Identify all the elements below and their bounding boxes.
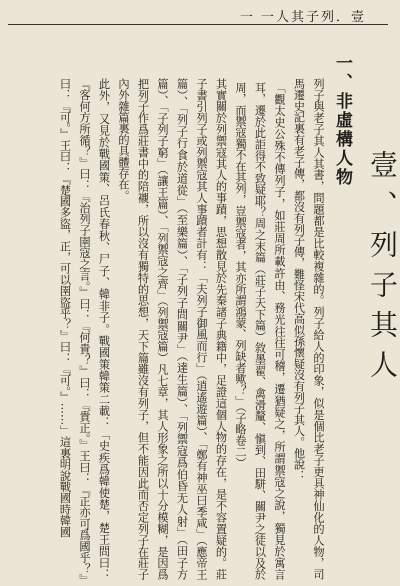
- paragraph: 此外，又見於戰國策、呂氏春秋、尸子、韓非子。戰國策韓策二載：「史疾爲韓使楚，楚王問曰：『客何方所循？』曰：『治列子圉寇之言。』曰：『何貴？』曰：『貴正。』王曰：『正亦可爲國乎？』曰：『可。』王曰：『楚國多盜，正，可以圉盜乎？』曰：『可。』……」這裏明說戰國時韓國: [58, 78, 111, 580]
- chapter-title: 壹、列子其人: [366, 150, 399, 390]
- paragraph: 列子與老子其人其書，問題都是比較複雜的。列子給人的印象，似是個比老子更具神仙化的人物，司馬遷史記裏有老子傳，都沒有列子傳，難怪宋代高似孫懷疑沒有列子其人。他說：: [292, 78, 325, 580]
- running-head-title: 一人其子列．壹: [260, 9, 366, 25]
- block-quote: 「觀太史公殊不傳列子，如莊周所載許由、務光往往可稽，遷猶疑之，所謂禦寇之說，獨見於寓言耳，遷於此詎得不致疑耶？周之末篇（莊子天下篇）敘墨翟、禽滑釐、愼到、田駢、關尹之徒以及於周，而禦寇獨不在其列，豈禦寇者，其亦所謂鴻蒙、列缺者歟？」（子略卷二）: [234, 82, 286, 580]
- running-head: [0, 6, 400, 24]
- page-number: 一: [239, 9, 255, 25]
- header-rule: [8, 24, 388, 25]
- body-text: [6, 60, 328, 580]
- section-title: 一、非虛構人物: [332, 54, 352, 187]
- paragraph: 其實關於列禦寇其人的事蹟，思想散見於先秦諸子典籍中，足證這個人物的存在，是不容置疑的。莊子書引列子或列禦寇其人事蹟者計有：「夫列子御風而行」（逍遙遊篇）、「鄭有神巫曰季咸」（應帝王篇）、「列子行食於道從」（至樂篇）、「子列子問關尹」（達生篇）、「列禦寇爲伯昏无人射」（田子方篇）、「子列子窮」（讓王篇）、「列禦寇之齊」（列禦寇篇）凡七章，其人形象之所以十分模糊，是因爲把列子作爲莊書中的陪襯，所以沒有獨特的思想，天下篇雖沒有列子，但不能因此而否定列子在莊子內外雜篇裏的具體存在。: [117, 78, 228, 580]
